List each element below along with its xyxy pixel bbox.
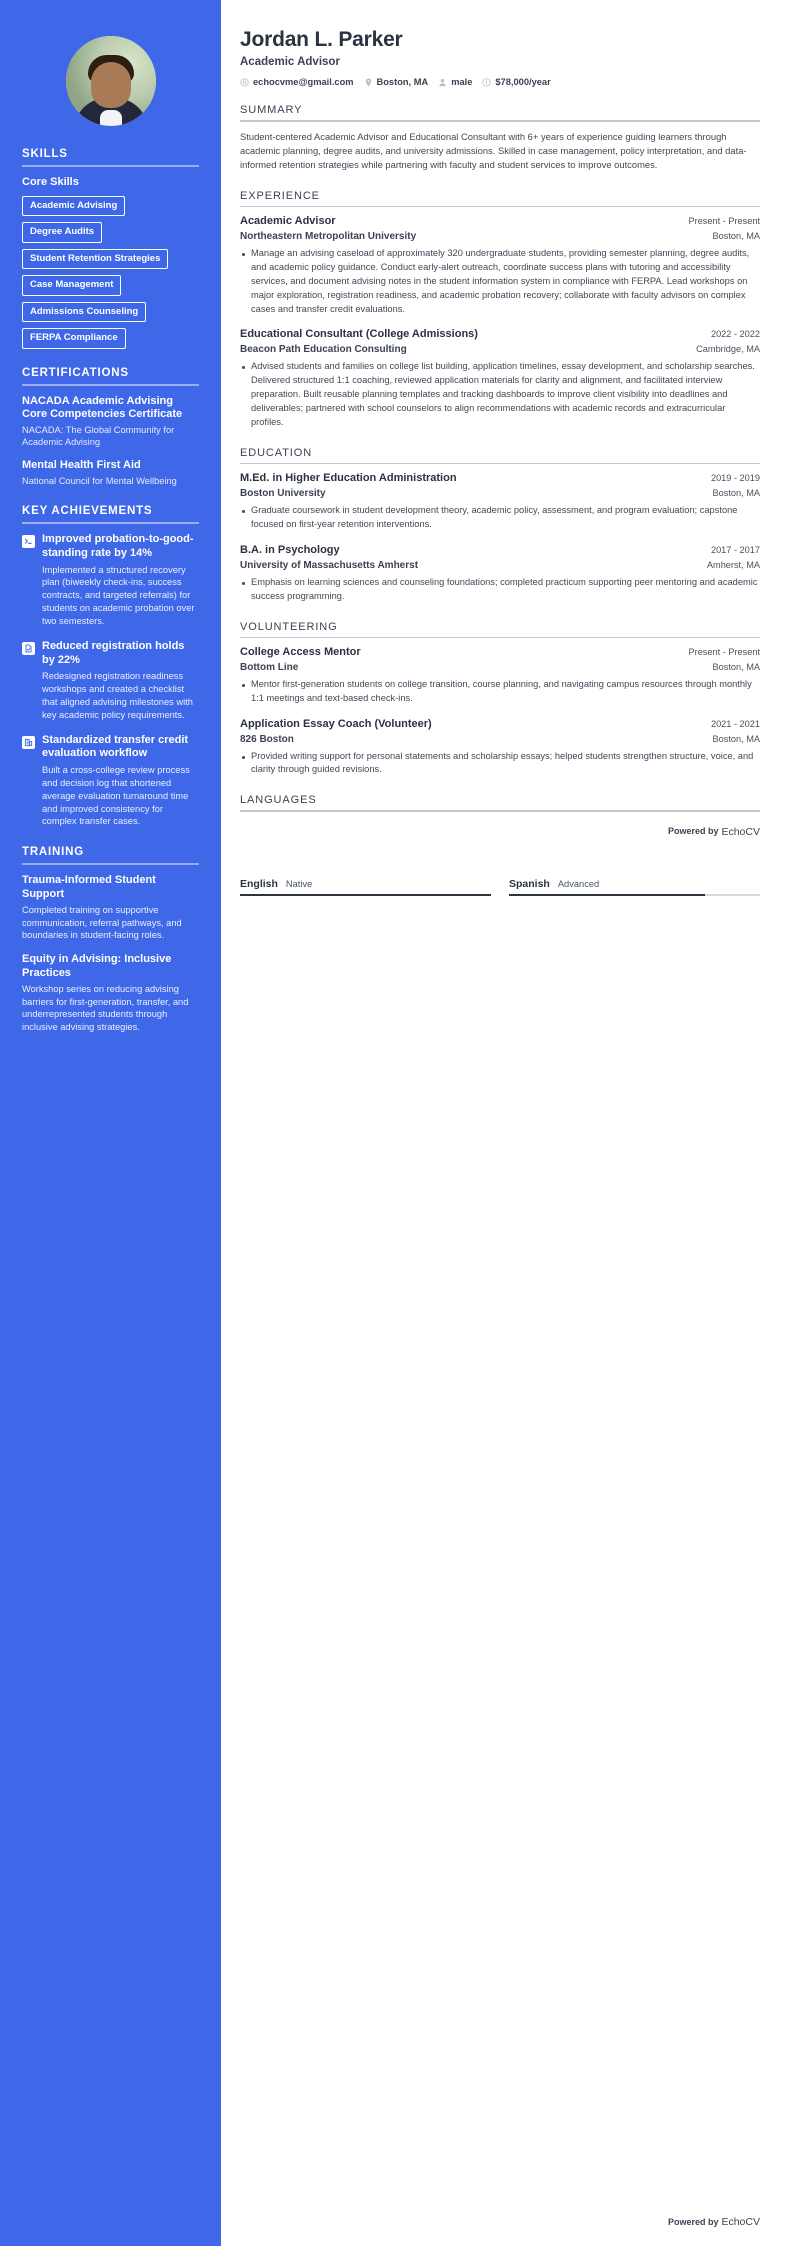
experience-bullet: Advised students and families on college list building, application timelines, essay development, and scholarship searches. Delivered structured 1:1 coaching, reviewed application materials for clarity and alignment, and facilitated interview preparation. Built reusable planning templates and tracking dashboards to improve client visibility into deadlines and deliverables; partnered with school counselors to align recommendations with academic records and extracurricular profiles. xyxy=(240,360,760,430)
contact-salary-value: $78,000/year xyxy=(495,77,551,88)
achievement-body xyxy=(42,640,199,722)
experience-heading: EXPERIENCE xyxy=(240,189,320,202)
language-list xyxy=(240,878,760,897)
language-item xyxy=(509,878,760,897)
avatar-head xyxy=(91,62,131,108)
language-progress-track xyxy=(509,894,760,897)
experience-entry-header xyxy=(240,215,760,229)
achievement-title: Standardized transfer credit evaluation workflow xyxy=(42,733,189,760)
education-dates: 2017 - 2017 xyxy=(710,545,760,556)
skill-chip: FERPA Compliance xyxy=(22,328,126,348)
certification-item xyxy=(22,395,199,449)
education-entry xyxy=(240,544,760,604)
volunteering-entry-header xyxy=(240,646,760,660)
terminal-icon xyxy=(22,535,35,548)
volunteering-location: Boston, MA xyxy=(712,733,760,744)
achievement-item xyxy=(22,533,199,628)
training-description: Completed training on supportive communication, referral pathways, and boundaries in student-facing roles. xyxy=(22,904,182,941)
language-name: English xyxy=(240,877,278,890)
experience-entry xyxy=(240,215,760,316)
experience-bullets xyxy=(240,360,760,430)
summary-heading: SUMMARY xyxy=(240,104,303,117)
certification-org: NACADA: The Global Community for Academic Advising xyxy=(22,425,175,448)
volunteering-title: College Access Mentor xyxy=(240,646,361,659)
brand-name: EchoCV xyxy=(721,825,760,838)
language-row xyxy=(240,878,491,890)
achievement-body xyxy=(42,533,199,628)
achievement-description: Redesigned registration readiness workshops and created a checklist that aligned advising milestones with key academic policy requirements. xyxy=(42,671,193,720)
experience-entry xyxy=(240,328,760,429)
page-title: Jordan L. Parker xyxy=(240,28,403,51)
experience-location: Boston, MA xyxy=(712,230,760,241)
skills-subheading: Core Skills xyxy=(22,176,79,188)
training-title: Equity in Advising: Inclusive Practices xyxy=(22,953,172,979)
language-item xyxy=(240,878,491,897)
section-education xyxy=(240,447,760,604)
volunteering-entry-header xyxy=(240,718,760,732)
education-bullets xyxy=(240,504,760,532)
avatar-shirt xyxy=(100,110,122,126)
salary-icon xyxy=(482,78,491,87)
training-item xyxy=(22,953,199,1034)
education-entry-header xyxy=(240,544,760,558)
volunteering-location: Boston, MA xyxy=(712,661,760,672)
experience-divider xyxy=(240,206,760,208)
contact-row xyxy=(240,77,760,87)
achievement-description: Implemented a structured recovery plan (biweekly check-ins, success contracts, and targeted referrals) for students on academic probation over two semesters. xyxy=(42,564,195,626)
contact-gender-value: male xyxy=(451,77,473,88)
education-bullet: Graduate coursework in student development theory, academic policy, assessment, and program evaluation; capstone focused on first-year retention interventions. xyxy=(240,504,760,532)
volunteering-organization: Bottom Line xyxy=(240,661,299,673)
powered-by-label: Powered by xyxy=(667,825,719,836)
contact-location-value: Boston, MA xyxy=(376,77,429,88)
contact-email xyxy=(240,77,354,87)
experience-location: Cambridge, MA xyxy=(696,344,760,355)
experience-entry-header xyxy=(240,328,760,342)
education-institution: Boston University xyxy=(240,488,326,500)
volunteering-dates: 2021 - 2021 xyxy=(710,718,760,729)
training-heading: TRAINING xyxy=(22,846,84,859)
section-experience xyxy=(240,190,760,430)
sidebar xyxy=(0,0,221,2246)
education-divider xyxy=(240,463,760,465)
education-dates: 2019 - 2019 xyxy=(710,473,760,484)
language-row xyxy=(509,878,760,890)
location-icon xyxy=(364,78,373,87)
volunteering-entry-subheader xyxy=(240,734,760,745)
section-summary xyxy=(240,104,760,172)
powered-by-label: Powered by xyxy=(667,2217,719,2227)
skills-heading: SKILLS xyxy=(22,148,68,160)
job-role: Academic Advisor xyxy=(240,56,340,69)
skills-divider xyxy=(22,165,199,167)
volunteering-entry xyxy=(240,718,760,778)
document-check-icon xyxy=(22,642,35,655)
powered-by-inline xyxy=(240,826,760,838)
education-location: Amherst, MA xyxy=(706,559,760,570)
powered-by-footer xyxy=(668,2216,760,2228)
volunteering-organization: 826 Boston xyxy=(240,733,294,745)
training-divider xyxy=(22,863,199,865)
education-institution: University of Massachusetts Amherst xyxy=(240,559,419,571)
language-level: Advanced xyxy=(557,878,600,889)
contact-email-value: echocvme@gmail.com xyxy=(253,77,354,88)
volunteering-title: Application Essay Coach (Volunteer) xyxy=(240,717,432,730)
education-heading: EDUCATION xyxy=(240,446,313,459)
volunteering-dates: Present - Present xyxy=(688,647,760,658)
certification-org: National Council for Mental Wellbeing xyxy=(22,476,177,487)
skill-chip: Academic Advising xyxy=(22,196,125,216)
skill-chip: Admissions Counseling xyxy=(22,302,146,322)
education-entry-subheader xyxy=(240,488,760,499)
language-progress-fill xyxy=(240,894,491,897)
languages-divider xyxy=(240,810,760,812)
sidebar-section-key-achievements xyxy=(0,505,221,828)
education-entry xyxy=(240,472,760,532)
sidebar-section-certifications xyxy=(0,367,221,487)
education-degree: B.A. in Psychology xyxy=(240,544,340,557)
volunteering-entry xyxy=(240,646,760,706)
main-content xyxy=(221,0,794,896)
summary-divider xyxy=(240,120,760,122)
section-volunteering xyxy=(240,621,760,778)
training-item xyxy=(22,874,199,942)
training-title: Trauma-Informed Student Support xyxy=(22,874,156,900)
volunteering-bullet: Provided writing support for personal statements and scholarship essays; helped students strengthen structure, voice, and clarity through guided revisions. xyxy=(240,750,760,778)
certifications-heading: CERTIFICATIONS xyxy=(22,366,129,379)
key-achievements-heading: KEY ACHIEVEMENTS xyxy=(22,505,153,518)
avatar-container xyxy=(0,0,221,148)
achievement-description: Built a cross-college review process and decision log that shortened average evaluation turnaround time and improved consistency for complex transfer cases. xyxy=(42,765,190,827)
volunteering-divider xyxy=(240,637,760,639)
experience-dates: 2022 - 2022 xyxy=(710,329,760,340)
experience-organization: Northeastern Metropolitan University xyxy=(240,230,417,242)
experience-title: Educational Consultant (College Admissions) xyxy=(240,328,478,341)
education-entry-subheader xyxy=(240,560,760,571)
section-languages xyxy=(240,794,760,896)
education-bullets xyxy=(240,576,760,604)
language-level: Native xyxy=(285,878,313,889)
education-entry-header xyxy=(240,472,760,486)
languages-heading: LANGUAGES xyxy=(240,794,317,807)
experience-bullets xyxy=(240,247,760,317)
achievement-title: Improved probation-to-good-standing rate by 14% xyxy=(42,533,194,559)
contact-salary xyxy=(482,77,550,87)
key-achievements-divider xyxy=(22,522,199,524)
skill-chip-list xyxy=(22,196,199,349)
education-degree: M.Ed. in Higher Education Administration xyxy=(240,472,457,485)
achievement-item xyxy=(22,734,199,829)
skill-chip: Degree Audits xyxy=(22,222,102,242)
volunteering-entry-subheader xyxy=(240,662,760,673)
skill-chip: Student Retention Strategies xyxy=(22,249,168,269)
volunteering-heading: VOLUNTEERING xyxy=(240,620,338,633)
building-icon xyxy=(22,736,35,749)
avatar xyxy=(66,36,156,126)
achievement-body xyxy=(42,734,199,829)
experience-entry-subheader xyxy=(240,231,760,242)
sidebar-section-skills xyxy=(0,148,221,349)
training-description: Workshop series on reducing advising barriers for first-generation, transfer, and underrepresented students through inclusive advising strategies. xyxy=(22,983,189,1033)
certification-title: Mental Health First Aid xyxy=(22,459,141,472)
person-icon xyxy=(438,78,447,87)
certification-title: NACADA Academic Advising Core Competencies Certificate xyxy=(22,394,183,421)
certifications-divider xyxy=(22,384,199,386)
brand-name: EchoCV xyxy=(721,2216,760,2228)
summary-text: Student-centered Academic Advisor and Educational Consultant with 6+ years of experience guiding learners through academic planning, degree audits, and university admissions. Skilled in case management, policy interpretation, and data-informed retention strategies while partnering with faculty and student services to improve outcomes. xyxy=(240,130,747,171)
language-name: Spanish xyxy=(509,877,550,890)
volunteering-bullets xyxy=(240,750,760,778)
volunteering-bullets xyxy=(240,678,760,706)
volunteering-bullet: Mentor first-generation students on college transition, course planning, and navigating campus resources through monthly 1:1 meetings and text-based check-ins. xyxy=(240,678,760,706)
achievement-title: Reduced registration holds by 22% xyxy=(42,639,185,666)
experience-dates: Present - Present xyxy=(688,216,760,227)
experience-entry-subheader xyxy=(240,344,760,355)
achievement-item xyxy=(22,640,199,722)
contact-location xyxy=(364,77,429,87)
certification-item xyxy=(22,459,199,487)
experience-organization: Beacon Path Education Consulting xyxy=(240,344,407,356)
experience-title: Academic Advisor xyxy=(240,215,336,228)
email-icon xyxy=(240,78,249,87)
experience-bullet: Manage an advising caseload of approximately 320 undergraduate students, providing semester planning, degree audits, and academic policy guidance. Conduct early-alert outreach, coordinate success plans with tutoring and accessibility services, and document advising notes in the student information system in compliance with FERPA. Lead workshops on major exploration, registration readiness, and academic probation recovery; collaborate with faculty advisors on complex cases and transfer credit evaluations. xyxy=(240,247,760,317)
language-progress-fill xyxy=(509,894,705,897)
skill-chip: Case Management xyxy=(22,275,121,295)
education-location: Boston, MA xyxy=(712,488,760,499)
language-progress-track xyxy=(240,894,491,897)
sidebar-section-training xyxy=(0,846,221,1034)
education-bullet: Emphasis on learning sciences and counseling foundations; completed practicum supporting peer mentoring and academic success programming. xyxy=(240,576,760,604)
contact-gender xyxy=(438,77,472,87)
